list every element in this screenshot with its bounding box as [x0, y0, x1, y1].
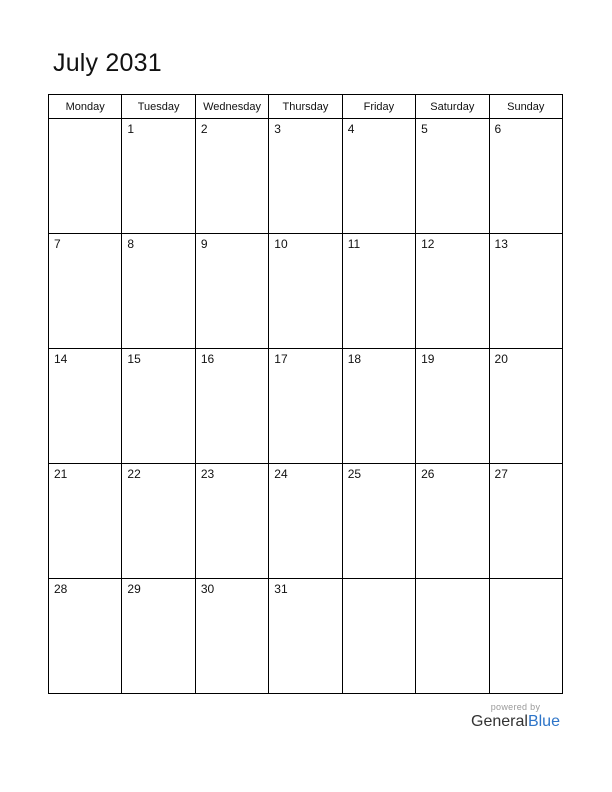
day-number: 10 — [274, 237, 288, 251]
day-number — [343, 579, 415, 583]
week-row — [49, 579, 563, 694]
day-cell — [49, 119, 122, 234]
day-number: 14 — [54, 352, 68, 366]
day-cell — [489, 464, 562, 579]
day-number: 23 — [200, 467, 215, 481]
day-cell — [122, 119, 195, 234]
day-cell — [195, 119, 268, 234]
day-cell — [416, 464, 489, 579]
day-number — [490, 579, 562, 583]
day-cell — [195, 349, 268, 464]
day-number: 25 — [347, 467, 362, 481]
day-number: 15 — [127, 352, 141, 366]
day-number: 28 — [54, 582, 68, 596]
day-number: 3 — [274, 122, 281, 136]
brand-name-general: General — [471, 713, 528, 730]
week-row — [49, 464, 563, 579]
day-cell — [122, 464, 195, 579]
day-number: 21 — [54, 467, 68, 481]
day-number: 24 — [274, 467, 288, 481]
day-cell — [342, 579, 415, 694]
week-row — [49, 349, 563, 464]
day-cell — [269, 234, 342, 349]
day-number: 5 — [421, 122, 428, 136]
day-number: 27 — [494, 467, 508, 481]
day-cell — [122, 349, 195, 464]
weekday-header: Wednesday — [195, 95, 268, 119]
day-number: 7 — [54, 237, 61, 251]
brand-name — [468, 713, 563, 731]
day-number — [49, 119, 121, 123]
calendar-title: July 2031 — [53, 49, 162, 77]
day-number: 4 — [347, 122, 355, 136]
weekday-header: Tuesday — [122, 95, 195, 119]
day-number: 2 — [200, 122, 208, 136]
day-number: 29 — [127, 582, 141, 596]
day-number: 12 — [421, 237, 435, 251]
day-cell — [49, 234, 122, 349]
day-cell — [49, 349, 122, 464]
day-cell — [416, 579, 489, 694]
day-number: 13 — [494, 237, 508, 251]
day-number: 1 — [127, 122, 135, 136]
day-number: 30 — [200, 582, 215, 596]
calendar-grid — [48, 94, 563, 694]
day-cell — [489, 579, 562, 694]
day-cell — [269, 119, 342, 234]
weekday-header: Sunday — [489, 95, 562, 119]
brand-logo — [468, 702, 563, 731]
weekday-header: Saturday — [416, 95, 489, 119]
day-cell — [416, 349, 489, 464]
day-number: 20 — [494, 352, 508, 366]
day-number: 8 — [127, 237, 135, 251]
day-number: 18 — [347, 352, 362, 366]
weekday-header: Friday — [342, 95, 415, 119]
day-cell — [49, 464, 122, 579]
day-cell — [122, 579, 195, 694]
weekday-header: Thursday — [269, 95, 342, 119]
day-cell — [195, 464, 268, 579]
day-number — [416, 579, 488, 583]
week-row — [49, 234, 563, 349]
day-cell — [195, 579, 268, 694]
weekday-header-row — [49, 95, 563, 119]
day-cell — [195, 234, 268, 349]
day-number: 9 — [200, 237, 208, 251]
day-number: 17 — [274, 352, 288, 366]
day-number: 31 — [274, 582, 288, 596]
day-cell — [269, 464, 342, 579]
day-cell — [342, 119, 415, 234]
day-cell — [342, 349, 415, 464]
day-cell — [416, 119, 489, 234]
day-number: 19 — [421, 352, 435, 366]
day-cell — [49, 579, 122, 694]
day-cell — [489, 349, 562, 464]
powered-by-text: powered by — [490, 702, 541, 712]
day-cell — [269, 579, 342, 694]
day-number: 22 — [127, 467, 141, 481]
weekday-header: Monday — [49, 95, 122, 119]
day-cell — [342, 234, 415, 349]
day-cell — [122, 234, 195, 349]
day-number: 6 — [494, 122, 502, 136]
day-cell — [489, 119, 562, 234]
day-number: 16 — [200, 352, 215, 366]
day-number: 26 — [421, 467, 435, 481]
day-cell — [269, 349, 342, 464]
day-number: 11 — [347, 237, 361, 251]
day-cell — [489, 234, 562, 349]
day-cell — [416, 234, 489, 349]
week-row — [49, 119, 563, 234]
day-cell — [342, 464, 415, 579]
brand-name-blue: Blue — [527, 713, 560, 730]
